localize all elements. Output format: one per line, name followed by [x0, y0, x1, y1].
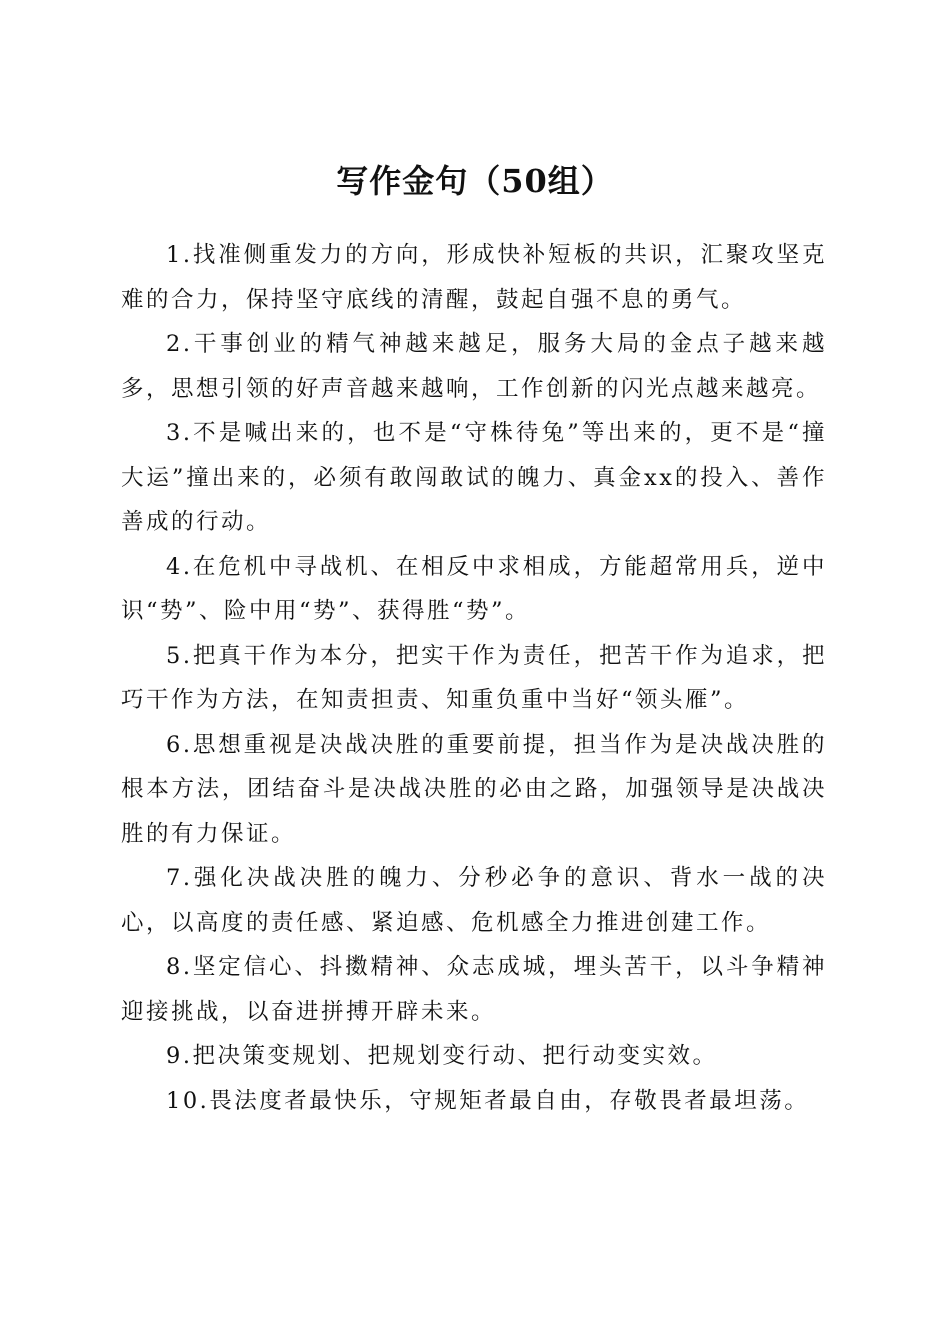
paragraph-3: 3.不是喊出来的，也不是“守株待兔”等出来的，更不是“撞大运”撞出来的，必须有敢闯敢试的魄力、真金xx的投入、善作善成的行动。: [121, 420, 827, 535]
paragraph-7: 7.强化决战决胜的魄力、分秒必争的意识、背水一战的决心，以高度的责任感、紧迫感、危机感全力推进创建工作。: [121, 865, 827, 936]
paragraph-9: 9.把决策变规划、把规划变行动、把行动变实效。: [166, 1043, 718, 1069]
paragraph-5: 5.把真干作为本分，把实干作为责任，把苦干作为追求，把巧干作为方法，在知责担责、知重负重中当好“领头雁”。: [121, 642, 827, 713]
paragraph-1: 1.找准侧重发力的方向，形成快补短板的共识，汇聚攻坚克难的合力，保持坚守底线的清醒，鼓起自强不息的勇气。: [121, 242, 827, 313]
document-body: [121, 233, 827, 1123]
paragraph-8: 8.坚定信心、抖擞精神、众志成城，埋头苦干，以斗争精神迎接挑战，以奋进拼搏开辟未来。: [121, 954, 827, 1025]
paragraph-2: 2.干事创业的精气神越来越足，服务大局的金点子越来越多，思想引领的好声音越来越响，工作创新的闪光点越来越亮。: [121, 331, 827, 402]
paragraph-10: 10.畏法度者最快乐，守规矩者最自由，存敬畏者最坦荡。: [166, 1087, 810, 1114]
paragraph-6: 6.思想重视是决战决胜的重要前提，担当作为是决战决胜的根本方法，团结奋斗是决战决胜的必由之路，加强领导是决战决胜的有力保证。: [121, 731, 827, 847]
document-title: 写作金句（50组）: [336, 162, 614, 201]
paragraph-4: 4.在危机中寻战机、在相反中求相成，方能超常用兵，逆中识“势”、险中用“势”、获得胜“势”。: [121, 553, 827, 624]
